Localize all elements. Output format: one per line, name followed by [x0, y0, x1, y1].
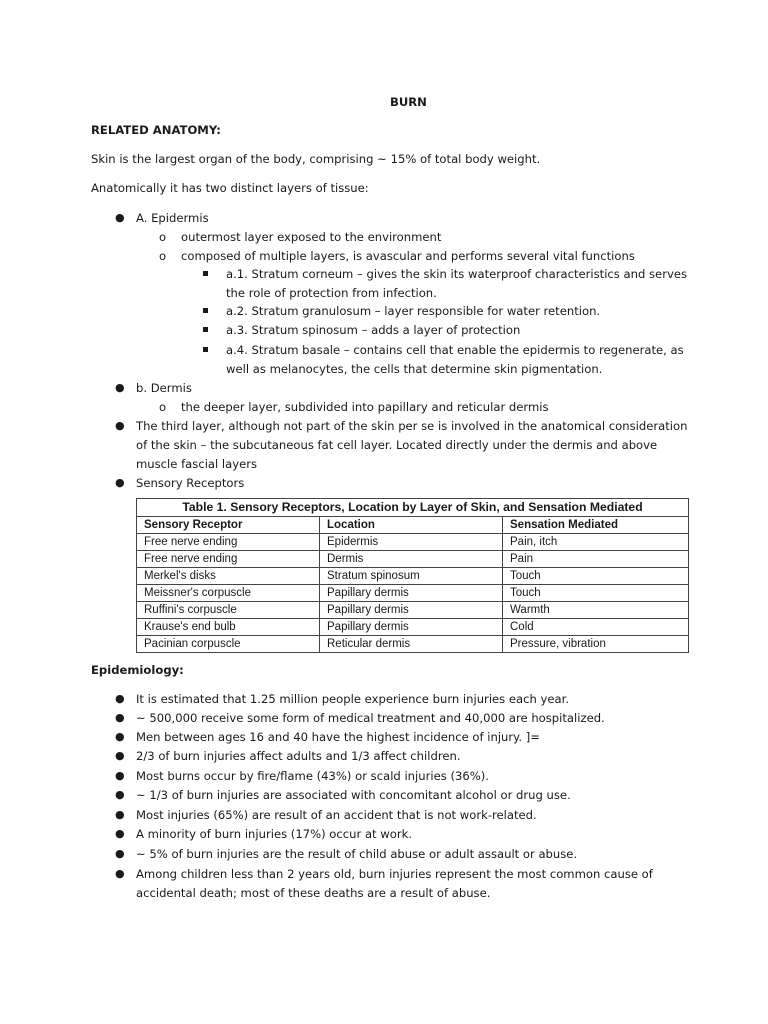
- third-layer-line-2: of the skin – the subcutaneous fat cell layer. Located directly under the dermis and above: [136, 438, 658, 452]
- third-layer-line-1: The third layer, although not part of the skin per se is involved in the anatomical consideration: [136, 419, 688, 433]
- anatomy-intro-2: Anatomically it has two distinct layers of tissue:: [91, 181, 369, 195]
- table-cell: Reticular dermis: [320, 636, 503, 652]
- epidemiology-item: Most injuries (65%) are result of an accident that is not work-related.: [136, 808, 537, 822]
- table-cell: Papillary dermis: [320, 585, 503, 601]
- table-cell: Touch: [510, 587, 541, 599]
- table-cell: Merkel's disks: [137, 568, 320, 584]
- stratum-basale-line-2: well as melanocytes, the cells that determine skin pigmentation.: [226, 362, 603, 376]
- table-cell: Pressure, vibration: [510, 638, 606, 650]
- epidemiology-item: 2/3 of burn injuries affect adults and 1/3 affect children.: [136, 749, 461, 763]
- epidemiology-item: Among children less than 2 years old, burn injuries represent the most common cause of: [136, 867, 653, 881]
- bullet-icon: ●: [115, 847, 125, 860]
- epidemiology-item: It is estimated that 1.25 million people experience burn injuries each year.: [136, 692, 570, 706]
- table-cell: Epidermis: [320, 534, 503, 550]
- bullet-icon: ●: [115, 211, 125, 224]
- bullet-icon: ●: [115, 769, 125, 782]
- table-row: [137, 602, 688, 619]
- bullet-icon: ●: [115, 749, 125, 762]
- table-cell: Pain: [510, 553, 534, 565]
- table-cell: Pacinian corpuscle: [137, 636, 320, 652]
- stratum-spinosum: a.3. Stratum spinosum – adds a layer of protection: [226, 323, 521, 337]
- epidemiology-item: A minority of burn injuries (17%) occur at work.: [136, 827, 413, 841]
- stratum-basale-line-1: a.4. Stratum basale – contains cell that enable the epidermis to regenerate, as: [226, 343, 684, 357]
- table-row: [137, 551, 688, 568]
- table-title: Table 1. Sensory Receptors, Location by Layer of Skin, and Sensation Mediated: [137, 499, 688, 517]
- bullet-icon: ●: [115, 711, 125, 724]
- epidemiology-item: Most burns occur by fire/flame (43%) or scald injuries (36%).: [136, 769, 489, 783]
- table-cell: Cold: [510, 621, 534, 633]
- third-layer-line-3: muscle fascial layers: [136, 457, 258, 471]
- table-cell: Krause's end bulb: [137, 619, 320, 635]
- epidermis-label: A. Epidermis: [136, 211, 209, 225]
- table-cell: Stratum spinosum: [320, 568, 503, 584]
- table-cell: Free nerve ending: [137, 551, 320, 567]
- table-header-cell: Sensation Mediated: [510, 519, 618, 531]
- epidemiology-item: ~ 5% of burn injuries are the result of child abuse or adult assault or abuse.: [136, 847, 578, 861]
- dermis-label: b. Dermis: [136, 381, 192, 395]
- dermis-sub-1: the deeper layer, subdivided into papillary and reticular dermis: [181, 400, 549, 414]
- bullet-icon: ●: [115, 476, 125, 489]
- document-title: BURN: [390, 95, 427, 109]
- circle-bullet-icon: o: [159, 400, 167, 414]
- table-cell: Ruffini's corpuscle: [137, 602, 320, 618]
- table-header-cell: Location: [320, 517, 503, 533]
- epidemiology-item: Men between ages 16 and 40 have the highest incidence of injury. ]=: [136, 730, 540, 744]
- sensory-receptors-label: Sensory Receptors: [136, 476, 245, 490]
- epidermis-sub-2: composed of multiple layers, is avascular and performs several vital functions: [181, 249, 635, 263]
- table-row: [137, 585, 688, 602]
- table-header-row: [137, 517, 688, 534]
- table-row: [137, 636, 688, 652]
- table-cell: Papillary dermis: [320, 602, 503, 618]
- table-cell: Free nerve ending: [137, 534, 320, 550]
- square-bullet-icon: [203, 327, 208, 332]
- epidemiology-item: ~ 500,000 receive some form of medical treatment and 40,000 are hospitalized.: [136, 711, 605, 725]
- table-cell: Meissner's corpuscle: [137, 585, 320, 601]
- bullet-icon: ●: [115, 692, 125, 705]
- table-cell: Pain, itch: [510, 536, 558, 548]
- stratum-corneum-line-2: the role of protection from infection.: [226, 286, 437, 300]
- stratum-corneum-line-1: a.1. Stratum corneum – gives the skin its waterproof characteristics and serves: [226, 267, 687, 281]
- circle-bullet-icon: o: [159, 230, 167, 244]
- bullet-icon: ●: [115, 381, 125, 394]
- square-bullet-icon: [203, 308, 208, 313]
- table-cell: Papillary dermis: [320, 619, 503, 635]
- table-cell: Warmth: [510, 604, 550, 616]
- bullet-icon: ●: [115, 788, 125, 801]
- table-row: [137, 619, 688, 636]
- epidermis-sub-1: outermost layer exposed to the environment: [181, 230, 442, 244]
- bullet-icon: ●: [115, 419, 125, 432]
- anatomy-heading: RELATED ANATOMY:: [91, 123, 221, 137]
- table-row: [137, 568, 688, 585]
- sensory-receptor-table: [136, 498, 689, 653]
- epidemiology-item: ~ 1/3 of burn injuries are associated with concomitant alcohol or drug use.: [136, 788, 571, 802]
- table-row: [137, 534, 688, 551]
- table-cell: Touch: [510, 570, 541, 582]
- table-cell: Dermis: [320, 551, 503, 567]
- square-bullet-icon: [203, 347, 208, 352]
- bullet-icon: ●: [115, 730, 125, 743]
- bullet-icon: ●: [115, 827, 125, 840]
- epidemiology-item-continued: accidental death; most of these deaths are a result of abuse.: [136, 886, 491, 900]
- anatomy-intro-1: Skin is the largest organ of the body, comprising ~ 15% of total body weight.: [91, 152, 541, 166]
- bullet-icon: ●: [115, 867, 125, 880]
- circle-bullet-icon: o: [159, 249, 167, 263]
- epidemiology-heading: Epidemiology:: [91, 663, 184, 677]
- square-bullet-icon: [203, 271, 208, 276]
- stratum-granulosum: a.2. Stratum granulosum – layer responsible for water retention.: [226, 304, 601, 318]
- table-header-cell: Sensory Receptor: [137, 517, 320, 533]
- bullet-icon: ●: [115, 808, 125, 821]
